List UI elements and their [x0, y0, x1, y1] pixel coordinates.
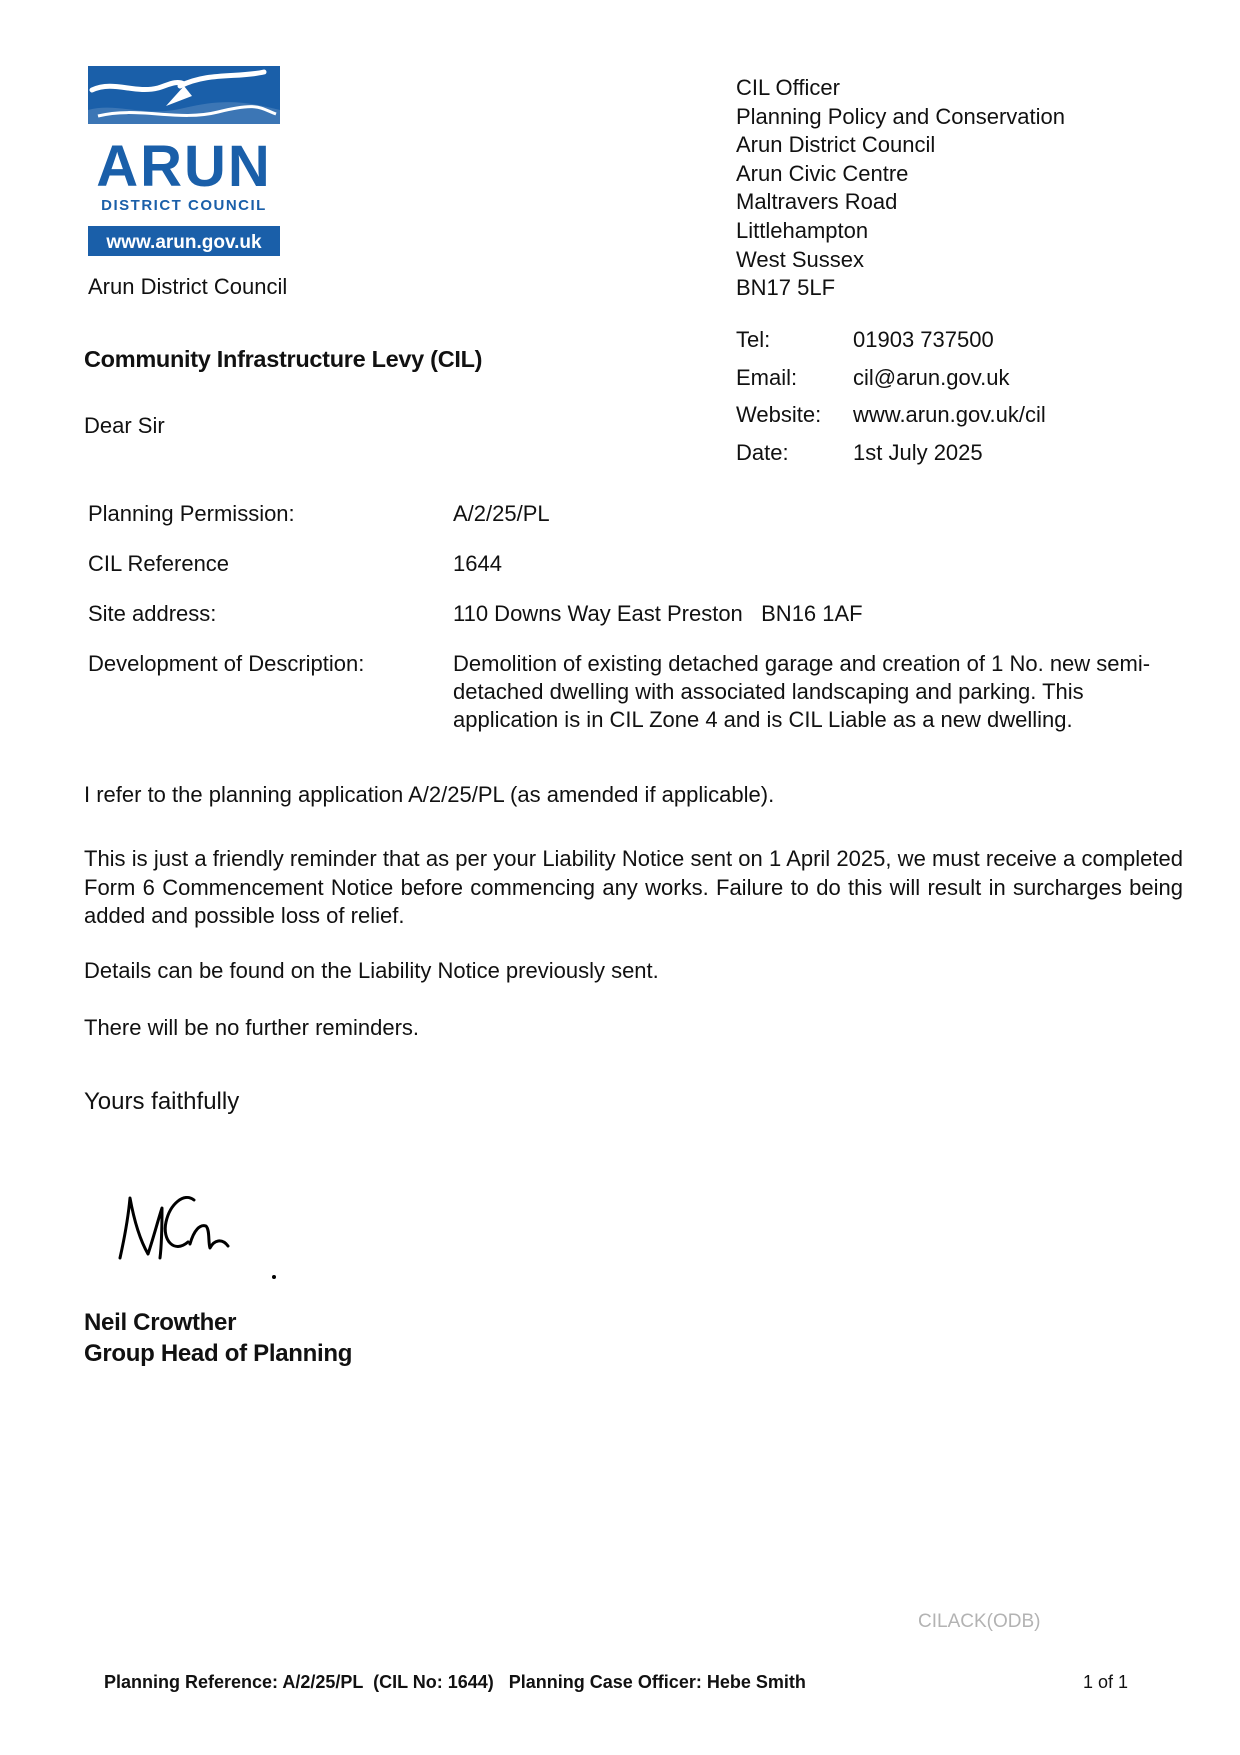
body-paragraph-2: This is just a friendly reminder that as per your Liability Notice sent on 1 April 2025, we must receive a completed Form 6 Commencement Notice before commencing any works. Failure to do this will result in surcharges being added and possible loss of relief. — [84, 846, 1183, 928]
letter-heading: Community Infrastructure Levy (CIL) — [84, 346, 483, 372]
email-value: cil@arun.gov.uk — [853, 364, 1010, 390]
signature-image — [110, 1180, 290, 1290]
svg-text:www.arun.gov.uk: www.arun.gov.uk — [106, 232, 262, 253]
detail-row — [88, 550, 1188, 600]
site-label: Site address: — [88, 601, 217, 626]
address-line: Planning Policy and Conservation — [736, 103, 1065, 129]
date-value: 1st July 2025 — [853, 439, 983, 465]
cil-ref-value: 1644 — [453, 551, 502, 576]
detail-row — [88, 500, 1188, 550]
permission-value: A/2/25/PL — [453, 501, 550, 526]
salutation: Dear Sir — [84, 413, 165, 438]
address-line: Littlehampton — [736, 217, 869, 243]
signatory-name: Neil Crowther — [84, 1309, 237, 1336]
description-label: Development of Description: — [88, 651, 365, 676]
contact-details — [736, 327, 1046, 477]
footer-reference-text: Planning Reference: A/2/25/PL (CIL No: 1644) Planning Case Officer: Hebe Smith — [104, 1672, 806, 1692]
email-label: Email: — [736, 364, 798, 390]
permission-label: Planning Permission: — [88, 501, 295, 526]
address-line: BN17 5LF — [736, 275, 836, 301]
sender-address — [736, 74, 1065, 303]
detail-row — [88, 600, 1188, 650]
tel-value: 01903 737500 — [853, 327, 994, 352]
document-code: CILACK(ODB) — [918, 1611, 1041, 1632]
body-paragraph-4: There will be no further reminders. — [84, 1015, 420, 1040]
page-number: 1 of 1 — [1083, 1672, 1129, 1692]
body-paragraph-1: I refer to the planning application A/2/25/PL (as amended if applicable). — [84, 782, 775, 807]
tel-label: Tel: — [736, 327, 771, 352]
closing: Yours faithfully — [84, 1088, 240, 1115]
address-line: CIL Officer — [736, 75, 840, 100]
application-details — [88, 500, 1188, 756]
address-line: Maltravers Road — [736, 189, 898, 215]
detail-row — [88, 650, 1188, 756]
address-line: Arun District Council — [736, 132, 936, 158]
website-label: Website: — [736, 402, 822, 427]
footer-reference — [104, 1672, 806, 1693]
svg-text:ARUN: ARUN — [96, 134, 272, 199]
signatory — [84, 1307, 352, 1369]
body-paragraph-3: Details can be found on the Liability Notice previously sent. — [84, 958, 659, 983]
arun-logo — [88, 66, 280, 256]
description-value: Demolition of existing detached garage and creation of 1 No. new semi-detached dwelling with associated landscaping and parking. This application is in CIL Zone 4 and is CIL Liable as a new dwelling. — [453, 651, 1151, 732]
website-value: www.arun.gov.uk/cil — [853, 402, 1046, 427]
address-line: Arun Civic Centre — [736, 160, 909, 186]
signatory-title: Group Head of Planning — [84, 1340, 353, 1367]
date-label: Date: — [736, 439, 789, 465]
site-value: 110 Downs Way East Preston BN16 1AF — [453, 601, 863, 626]
address-line: West Sussex — [736, 246, 864, 272]
council-name: Arun District Council — [88, 274, 288, 299]
svg-text:DISTRICT COUNCIL: DISTRICT COUNCIL — [101, 197, 267, 214]
cil-ref-label: CIL Reference — [88, 551, 230, 576]
